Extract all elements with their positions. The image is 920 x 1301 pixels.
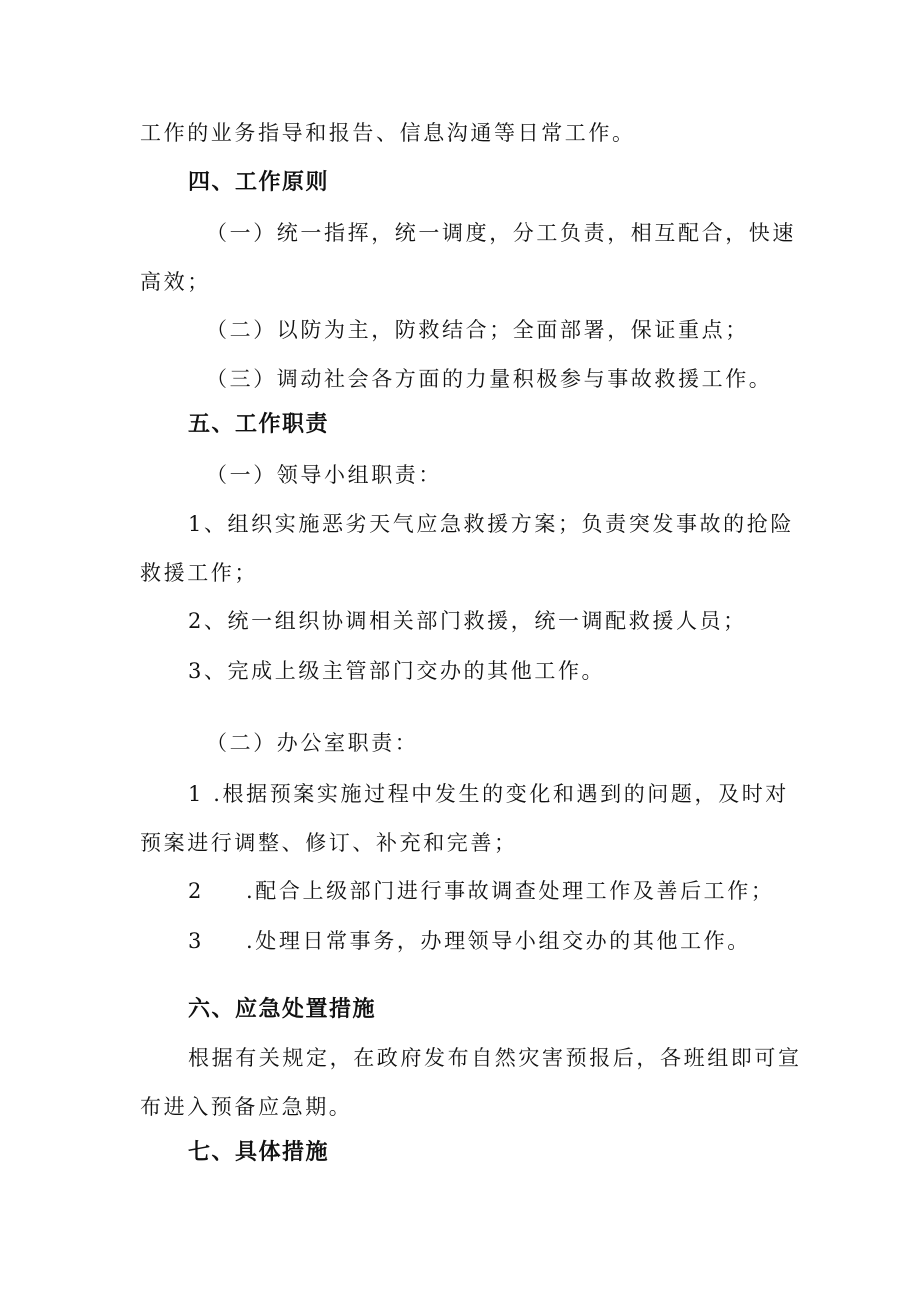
paragraph-line: （三）调动社会各方面的力量积极参与事故救援工作。 (206, 367, 773, 391)
paragraph-line: 工作的业务指导和报告、信息沟通等日常工作。 (140, 121, 636, 145)
paragraph-line: 救援工作； (140, 561, 258, 585)
paragraph-line: 根据有关规定，在政府发布自然灾害预报后，各班组即可宣 (188, 1046, 802, 1070)
section-heading-emergency: 六、应急处置措施 (188, 997, 377, 1022)
numbered-item (188, 876, 774, 906)
item-text: .处理日常事务，办理领导小组交办的其他工作。 (246, 929, 751, 953)
paragraph-line: （二）以防为主，防救结合；全面部署，保证重点； (206, 318, 749, 342)
item-text: .配合上级部门进行事故调查处理工作及善后工作； (246, 879, 775, 903)
paragraph-line: （一）统一指挥，统一调度，分工负责，相互配合，快速 (206, 221, 796, 245)
paragraph-line: 1 .根据预案实施过程中发生的变化和遇到的问题，及时对 (188, 782, 789, 806)
paragraph-line: 高效； (140, 270, 211, 294)
paragraph-line: 布进入预备应急期。 (140, 1095, 353, 1119)
subsection-heading: （一）领导小组职责： (206, 463, 442, 487)
paragraph-line: 2、统一组织协调相关部门救援，统一调配救援人员； (188, 609, 747, 633)
section-heading-duties: 五、工作职责 (188, 412, 330, 437)
numbered-item (188, 926, 751, 956)
paragraph-line: 1、组织实施恶劣天气应急救援方案；负责突发事故的抢险 (188, 512, 794, 536)
paragraph-line: 3、完成上级主管部门交办的其他工作。 (188, 659, 606, 683)
section-heading-principles: 四、工作原则 (188, 170, 330, 195)
paragraph-line: 预案进行调整、修订、补充和完善； (140, 831, 518, 855)
item-number: 2 (188, 879, 204, 903)
item-number: 3 (188, 929, 204, 953)
subsection-heading: （二）办公室职责： (206, 731, 419, 755)
section-heading-measures: 七、具体措施 (188, 1140, 330, 1165)
